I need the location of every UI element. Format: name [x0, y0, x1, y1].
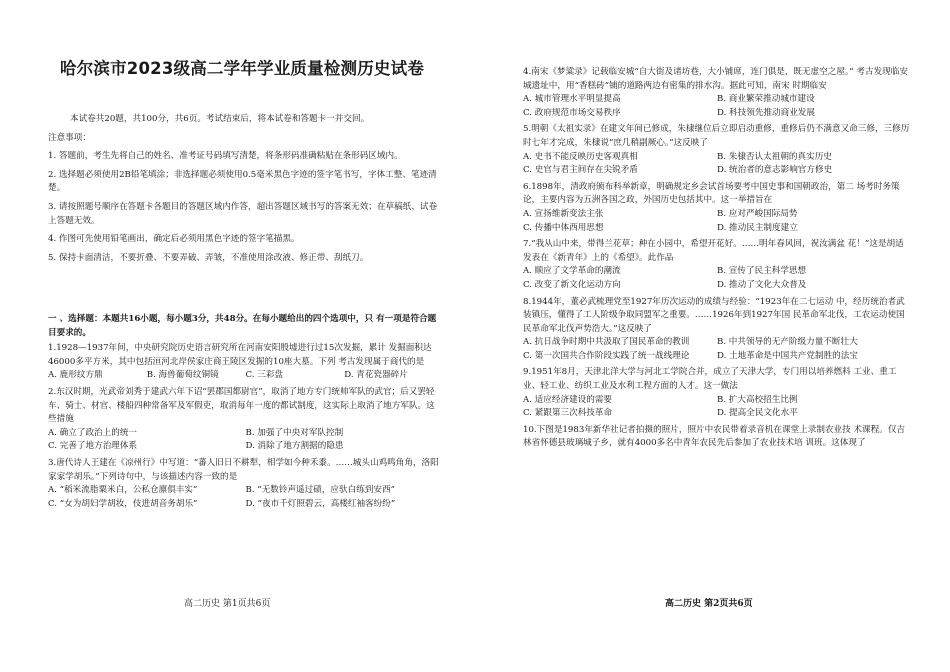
note-item: 2. 选择题必须使用2B铅笔填涂；非选择题必须使用0.5毫米黑色字迹的签字笔书写，字体工整、笔迹清楚。 [48, 169, 437, 194]
answer-option: A. 确立了政治上的统一 [48, 427, 138, 438]
question-item [523, 123, 911, 177]
answer-option: B. 海兽葡萄纹铜镜 [146, 370, 219, 381]
answer-option: A. 适应经济建设的需要 [523, 394, 613, 405]
answer-option: D. “夜市千灯照碧云，高楼红袖客纷纷” [245, 498, 396, 509]
question-item [48, 342, 443, 383]
answer-option: D. 统治者的意志影响官方修史 [717, 165, 833, 176]
answer-option: C. 传播中体西用思想 [523, 222, 604, 233]
answer-option: D. 消除了地方割据的隐患 [245, 441, 344, 452]
answer-option: B. 宣传了民主科学思想 [717, 266, 807, 277]
question-stem: 7.“我从山中来，带得兰花草；种在小园中，希望开花好。……明年春风回，祝汝满盆 花！”这是胡适发表在《新青年》上的《希望》。此作品 [523, 239, 904, 263]
answer-option: C. 政府规范市场交易秩序 [523, 107, 621, 118]
question-stem: 5.明朝《太祖实录》在建文年间已修成，朱棣继位后立即启动重修，重修后仍不满意又命三修，三修历时七年才完成，朱棣说“庶几稍副厥心。”这反映了 [523, 124, 910, 148]
note-item: 3. 请按照题号顺序在答题卡各题目的答题区域内作答，超出答题区域书写的答案无效；在草稿纸、试卷上答题无效。 [48, 201, 438, 226]
answer-option: B. 扩大高校招生比例 [717, 394, 798, 405]
question-stem: 4.南宋《梦粱录》记载临安城“自大街及诸坊巷，大小铺席，连门俱是，既无虚空之屋。” 考古发现临安城遗址中，用“香糕砖”铺的道路两边有密集的排水沟。据此可知，南宋 时期临安 [523, 67, 908, 91]
question-item [523, 366, 911, 420]
section-heading: 一 、选择题：本题共16小题，每小题3分，共48分。在每小题给出的四个选项中，只 有一项是符合题目要求的。 [48, 314, 437, 338]
question-stem: 6.1898年，清政府颁布科举新章，明确规定乡会试首场要考中国史事和国朝政治，第二 场考时务策论，主要内容为五洲各国之政，外国历史包括其中。这一举措旨在 [523, 181, 900, 206]
answer-option: D. 科技领先推动商业发展 [717, 107, 815, 118]
answer-option: A. 顺应了文学革命的潮流 [523, 266, 621, 277]
question-item [523, 296, 911, 364]
answer-options [523, 208, 911, 235]
answer-option: D. 青花瓷器碎片 [344, 370, 408, 381]
answer-option: A. 鹿形纹方鼎 [48, 370, 103, 381]
answer-option: A. 史书不能反映历史客观真相 [523, 151, 638, 162]
answer-option: B. 应对严峻国际局势 [717, 208, 798, 219]
answer-option: B. “无数铃声遥过碛，应驮白练到安西” [245, 485, 395, 496]
answer-option: A. 宣扬维新变法主张 [523, 208, 604, 219]
answer-option: C. 三彩盘 [245, 370, 284, 381]
answer-option: D. 推动民主制度建立 [717, 222, 798, 233]
answer-options [48, 369, 443, 383]
note-item: 4. 作图可先使用铅笔画出，确定后必须用黑色字迹的签字笔描黑。 [48, 234, 300, 245]
answer-options [523, 394, 911, 421]
answer-option: A. 城市管理水平明显提高 [523, 94, 621, 105]
answer-option: D. 土地革命是中国共产党制胜的法宝 [717, 350, 858, 361]
answer-option: B. 朱棣否认太祖朝的真实历史 [717, 151, 832, 162]
question-item [48, 386, 443, 454]
question-item [523, 424, 911, 451]
question-item [523, 66, 911, 120]
notes-title: 注意事项： [48, 132, 91, 143]
answer-options [523, 93, 911, 120]
page-footer: 高二历史 第1页共6页 [184, 599, 271, 609]
question-stem: 1.1928—1937年间，中央研究院历史语言研究所在河南安阳殷墟进行过15次发掘，累计 发掘面积达46000多平方米，其中包括洹河北岸侯家庄商王陵区发掘的10座大墓。下列 考古发现属于商代的是 [48, 343, 432, 367]
intro-text: 本试卷共20题，共100分，共6页。考试结束后，将本试卷和答题卡一并交回。 [70, 114, 370, 124]
answer-option: C. 第一次国共合作阶段实践了统一战线理论 [523, 350, 690, 361]
note-item: 1. 答题前，考生先将自己的姓名、准考证号码填写清楚，将条形码准确粘贴在条形码区域内。 [48, 151, 403, 162]
answer-option: C. 完善了地方治理体系 [48, 441, 138, 452]
question-stem: 2.东汉时期，光武帝刘秀于建武六年下诏“罢郡国都尉官”，取消了地方专门统帅军队的武官；后又罢轻车、骑士、材官、楼船四种常备军及军假吏，取消每年一度的都试制度，这实际上取消了地方军队。这些措施 [48, 386, 435, 425]
note-item: 5. 保持卡面清洁，不要折叠、不要弄破、弄皱，不准使用涂改液、修正带、刮纸刀。 [48, 252, 369, 263]
right-question-column [523, 66, 911, 454]
question-stem: 8.1944年，董必武梳理党至1927年历次运动的成绩与经验：“1923年在二七运动 中，经历统治者武装镇压，懂得了工人阶级争取同盟军之重要。……1926年到1927年国 民革命军北伐，工农运动使国民革命军北伐声势浩大。”这反映了 [523, 296, 905, 334]
question-list [523, 66, 911, 451]
question-stem: 3.唐代诗人王建在《凉州行》中写道：“蕃人旧日不耕犁，相学如今种禾黍。……城头山鸡鸣角角，洛阳家家学胡乐。”下列诗句中，与该描述内容一致的是 [48, 457, 439, 482]
answer-options [523, 336, 911, 363]
left-question-column [48, 313, 443, 514]
answer-option: C. 改变了新文化运动方向 [523, 279, 621, 290]
answer-option: C. “女为胡妇学胡妆，伎进胡音务胡乐” [48, 498, 198, 509]
answer-option: B. 中共领导的无产阶级力量不断壮大 [717, 337, 858, 348]
question-stem: 10.下图是1983年新华社记者拍摄的照片，照片中农民带着录音机在课堂上录制农业技 术课程。仅吉林省怀德县玻璃城子乡，就有4000多名中青年农民先后参加了农业技术培 训班。这体现了 [523, 424, 906, 449]
answer-option: A. “稻米流脂粟米白，公私仓廪俱丰实” [48, 485, 198, 496]
question-list [48, 342, 443, 511]
answer-option: A. 抗日战争时期中共汲取了国民革命的教训 [523, 337, 690, 348]
page-right [475, 0, 950, 672]
answer-options [523, 151, 911, 178]
answer-option: D. 推动了文化大众普及 [717, 279, 807, 290]
answer-option: C. 紧跟第三次科技革命 [523, 408, 613, 419]
answer-option: D. 提高全民文化水平 [717, 408, 798, 419]
question-stem: 9.1951年8月，天津北洋大学与河北工学院合并，成立了天津大学，专门用以培养燃料 工业、重工业、轻工业、纺织工业及水利工程方面的人才。这一做法 [523, 367, 897, 392]
answer-options [523, 265, 911, 292]
answer-option: B. 加强了中央对军队控制 [245, 427, 344, 438]
answer-options [48, 427, 443, 454]
instructions [48, 113, 440, 270]
question-item [48, 457, 443, 511]
question-item [523, 238, 911, 292]
page-footer: 高二历史 第2页共6页 [665, 599, 753, 609]
answer-option: B. 商业繁荣推动城市建设 [717, 94, 815, 105]
exam-title: 哈尔滨市2023级高二学年学业质量检测历史试卷 [60, 59, 425, 78]
question-item [523, 181, 911, 235]
answer-options [48, 484, 443, 511]
answer-option: C. 史官与君主间存在尖锐矛盾 [523, 165, 638, 176]
